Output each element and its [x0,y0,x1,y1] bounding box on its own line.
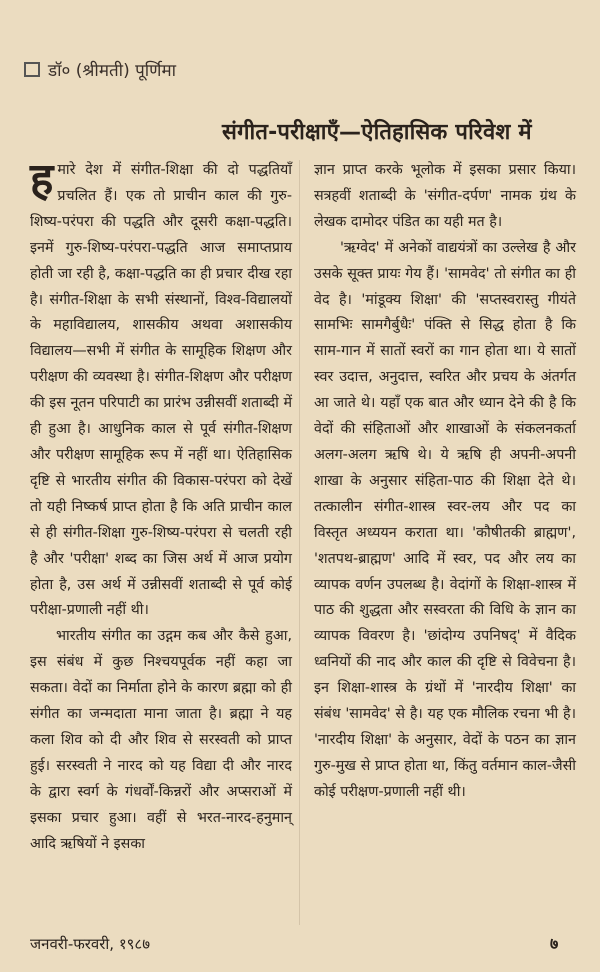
issue-date: जनवरी-फरवरी, १९८७ [30,935,151,953]
paragraph: ज्ञान प्राप्त करके भूलोक में इसका प्रसार किया। सत्रहवीं शताब्दी के 'संगीत-दर्पण' नामक ग्रंथ के लेखक दामोदर पंडित का यही मत है। [314,162,576,230]
paragraph-text: मारे देश में संगीत-शिक्षा की दो पद्धतियाँ प्रचलित हैं। एक तो प्राचीन काल की गुरु-शिष्य-परंपरा की पद्धति और दूसरी कक्षा-पद्धति। इनमें गुरु-शिष्य-परंपरा-पद्धति आज समाप्तप्राय होती जा रही है, कक्षा-पद्धति का ही प्रचार दीख रहा है। संगीत-शिक्षा के सभी संस्थानों, विश्व-विद्यालयों के महाविद्यालय, शासकीय अथवा अशासकीय विद्यालय—सभी में संगीत के सामूहिक शिक्षण और परीक्षण की व्यवस्था है। संगीत-शिक्षण और परीक्षण की इस नूतन परिपाटी का प्रारंभ उन्नीसवीं शताब्दी में ही हुआ है। आधुनिक काल से पूर्व संगीत-शिक्षण और परीक्षण सामूहिक रूप में नहीं था। ऐतिहासिक दृष्टि से भारतीय संगीत की विकास-परंपरा को देखें तो यही निष्कर्ष प्राप्त होता है कि अति प्राचीन काल से ही संगीत-शिक्षा गुरु-शिष्य-परंपरा से चलती रही है और 'परीक्षा' शब्द का जिस अर्थ में आज प्रयोग होता है, उस अर्थ में उन्नीसवीं शताब्दी से पूर्व कोई परीक्षा-प्रणाली नहीं थी। [30,162,292,619]
paragraph [30,154,292,624]
left-column [30,154,292,857]
author-byline [24,58,176,81]
author-name: डॉ० (श्रीमती) पूर्णिमा [48,61,177,81]
right-column [314,158,576,806]
column-divider [299,160,300,925]
drop-cap: ह [30,154,54,205]
page-number: ७ [550,934,559,953]
article-title: संगीत-परीक्षाएँ—ऐतिहासिक परिवेश में [222,120,532,145]
paragraph: भारतीय संगीत का उद्गम कब और कैसे हुआ, इस संबंध में कुछ निश्चयपूर्वक नहीं कहा जा सकता। वेदों का निर्माता होने के कारण ब्रह्मा को ही संगीत का जन्मदाता माना जाता है। ब्रह्मा ने यह कला शिव को दी और शिव से सरस्वती को प्राप्त हुई। सरस्वती ने नारद को यह विद्या दी और नारद के द्वारा स्वर्ग के गंधर्वों-किन्नरों और अप्सराओं में इसका प्रचार हुआ। वहीं से भरत-नारद-हनुमान् आदि ऋषियों ने इसका [30,628,292,852]
square-bullet-icon [24,62,40,77]
paragraph: 'ऋग्वेद' में अनेकों वाद्ययंत्रों का उल्लेख है और उसके सूक्त प्रायः गेय हैं। 'सामवेद' तो संगीत का ही वेद है। 'मांडूक्य शिक्षा' की 'सप्तस्वरास्तु गीयंते सामभिः सामगैर्बुधैः' पंक्ति से सिद्ध होता है कि साम-गान में सातों स्वरों का गान होता था। ये सातों स्वर उदात्त, अनुदात्त, स्वरित और प्रचय के अंतर्गत आ जाते थे। यहाँ एक बात और ध्यान देने की है कि वेदों की संहिताओं और शाखाओं के संकलनकर्ता अलग-अलग ऋषि थे। ये ऋषि ही अपनी-अपनी शाखा के अनुसार संहिता-पाठ की शिक्षा देते थे। तत्कालीन संगीत-शास्त्र स्वर-लय और पद का विस्तृत अध्ययन कराता था। 'कौषीतकी ब्राह्मण', 'शतपथ-ब्राह्मण' आदि में स्वर, पद और लय का व्यापक वर्णन उपलब्ध है। वेदांगों के शिक्षा-शास्त्र में पाठ की शुद्धता और सस्वरता की विधि के ज्ञान का व्यापक विवरण है। 'छांदोग्य उपनिषद्' में वैदिक ध्वनियों की नाद और काल की दृष्टि से विवेचना है। इन शिक्षा-शास्त्र के ग्रंथों में 'नारदीय शिक्षा' का संबंध 'सामवेद' से है। यह एक मौलिक रचना भी है। 'नारदीय शिक्षा' के अनुसार, वेदों के पठन का ज्ञान गुरु-मुख से प्राप्त होता था, किंतु वर्तमान काल-जैसी कोई परीक्षण-प्रणाली नहीं थी। [314,239,576,800]
